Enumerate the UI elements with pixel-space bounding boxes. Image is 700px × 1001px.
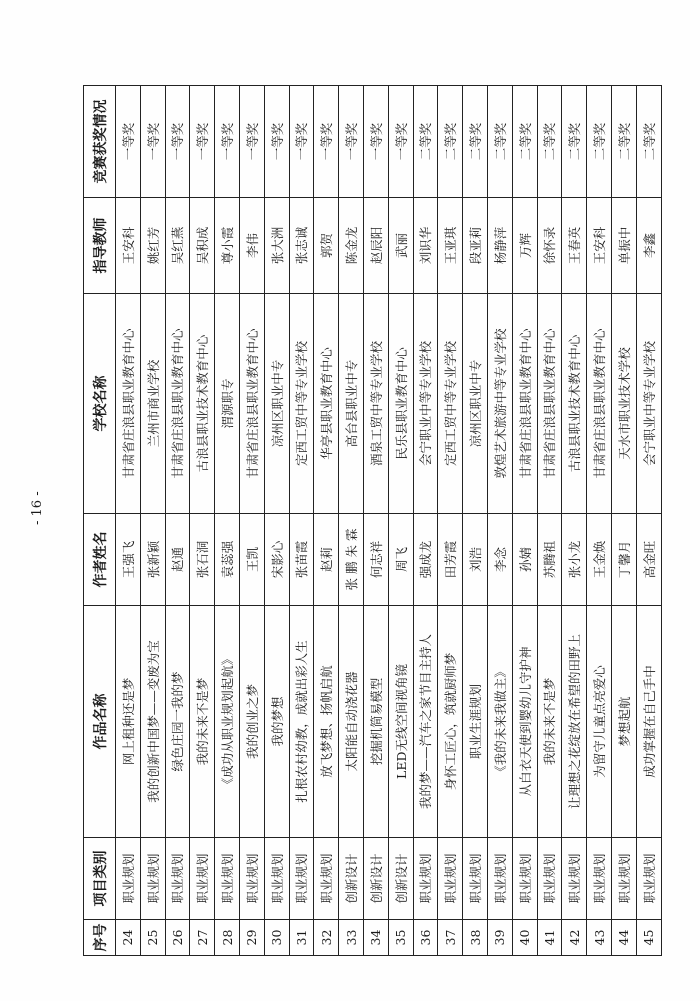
cell-school: 甘肃省庄浪县职业教育中心 xyxy=(512,294,537,514)
cell-category: 职业规划 xyxy=(413,838,438,920)
cell-teacher: 姚红芳 xyxy=(140,198,165,294)
cell-no: 36 xyxy=(413,920,438,956)
cell-author: 袁蕊强 xyxy=(215,514,240,606)
cell-school: 敦煌艺术旅游中等专业学校 xyxy=(487,294,512,514)
cell-award: 一等奖 xyxy=(239,86,264,198)
cell-author: 孙婧 xyxy=(512,514,537,606)
cell-category: 职业规划 xyxy=(215,838,240,920)
cell-no: 41 xyxy=(537,920,562,956)
cell-category: 职业规划 xyxy=(562,838,587,920)
table-row xyxy=(562,86,587,956)
table-row xyxy=(264,86,289,956)
cell-work: 从白衣天使到婴幼儿守护神 xyxy=(512,606,537,838)
cell-work: 身怀工匠心，筑就厨师梦 xyxy=(438,606,463,838)
cell-no: 31 xyxy=(289,920,314,956)
cell-work: 太阳能自动浇花器 xyxy=(339,606,364,838)
cell-teacher: 张志诚 xyxy=(289,198,314,294)
cell-work: LED无线空间视角镜 xyxy=(388,606,413,838)
table-row xyxy=(314,86,339,956)
cell-work: 《我的未来我做主》 xyxy=(487,606,512,838)
cell-teacher: 赵辰阳 xyxy=(363,198,388,294)
table-row xyxy=(587,86,612,956)
cell-school: 定西工贸中等专业学校 xyxy=(438,294,463,514)
cell-award: 二等奖 xyxy=(537,86,562,198)
cell-teacher: 杨静萍 xyxy=(487,198,512,294)
cell-category: 创新设计 xyxy=(363,838,388,920)
cell-school: 天水市职业技术学校 xyxy=(611,294,636,514)
page-number: - 16 - xyxy=(30,491,45,525)
table-row xyxy=(239,86,264,956)
cell-no: 28 xyxy=(215,920,240,956)
cell-teacher: 段亚莉 xyxy=(463,198,488,294)
cell-teacher: 尊小霞 xyxy=(215,198,240,294)
cell-category: 职业规划 xyxy=(512,838,537,920)
table-row xyxy=(363,86,388,956)
cell-category: 职业规划 xyxy=(314,838,339,920)
cell-work: 我的创新中国梦——变废为宝 xyxy=(140,606,165,838)
table-row xyxy=(289,86,314,956)
cell-school: 甘肃省庄浪县职业教育中心 xyxy=(587,294,612,514)
cell-work: 我的梦想 xyxy=(264,606,289,838)
cell-work: 网上租种还是梦 xyxy=(116,606,141,838)
cell-no: 39 xyxy=(487,920,512,956)
cell-no: 29 xyxy=(239,920,264,956)
cell-category: 职业规划 xyxy=(463,838,488,920)
cell-category: 职业规划 xyxy=(116,838,141,920)
cell-author: 刘浩 xyxy=(463,514,488,606)
cell-no: 32 xyxy=(314,920,339,956)
cell-teacher: 王亚琪 xyxy=(438,198,463,294)
table-row xyxy=(116,86,141,956)
cell-no: 38 xyxy=(463,920,488,956)
cell-teacher: 王安科 xyxy=(587,198,612,294)
cell-school: 古浪县职业技术教育中心 xyxy=(190,294,215,514)
cell-award: 一等奖 xyxy=(339,86,364,198)
cell-school: 古浪县职业技术教育中心 xyxy=(562,294,587,514)
cell-award: 一等奖 xyxy=(165,86,190,198)
cell-no: 27 xyxy=(190,920,215,956)
cell-work: 梦想起航 xyxy=(611,606,636,838)
cell-category: 职业规划 xyxy=(487,838,512,920)
cell-author: 宋影心 xyxy=(264,514,289,606)
cell-work: 放飞梦想、扬帆启航 xyxy=(314,606,339,838)
header-teacher: 指导教师 xyxy=(84,198,116,294)
cell-work: 为留守儿童点亮爱心 xyxy=(587,606,612,838)
cell-author: 张小龙 xyxy=(562,514,587,606)
header-award: 竞赛获奖情况 xyxy=(84,86,116,198)
table-row xyxy=(140,86,165,956)
cell-no: 30 xyxy=(264,920,289,956)
cell-award: 一等奖 xyxy=(314,86,339,198)
cell-category: 职业规划 xyxy=(438,838,463,920)
rotated-table-container xyxy=(83,86,661,956)
cell-author: 王金焕 xyxy=(587,514,612,606)
cell-author: 高金旺 xyxy=(636,514,661,606)
cell-school: 酒泉工贸中等专业学校 xyxy=(363,294,388,514)
cell-award: 二等奖 xyxy=(487,86,512,198)
table-row xyxy=(413,86,438,956)
cell-award: 一等奖 xyxy=(116,86,141,198)
cell-award: 一等奖 xyxy=(289,86,314,198)
cell-award: 二等奖 xyxy=(413,86,438,198)
cell-category: 创新设计 xyxy=(339,838,364,920)
cell-school: 民乐县职业教育中心 xyxy=(388,294,413,514)
cell-category: 职业规划 xyxy=(239,838,264,920)
cell-award: 一等奖 xyxy=(140,86,165,198)
cell-school: 甘肃省庄浪县职业教育中心 xyxy=(537,294,562,514)
cell-work: 挖掘机简易模型 xyxy=(363,606,388,838)
cell-school: 会宁职业中等专业学校 xyxy=(636,294,661,514)
table-row xyxy=(463,86,488,956)
cell-no: 25 xyxy=(140,920,165,956)
cell-teacher: 郭贺 xyxy=(314,198,339,294)
cell-award: 二等奖 xyxy=(562,86,587,198)
cell-school: 华亭县职业教育中心 xyxy=(314,294,339,514)
cell-work: 《成功从职业规划起航》 xyxy=(215,606,240,838)
cell-work: 扎根农村幼教，成就出彩人生 xyxy=(289,606,314,838)
table-row xyxy=(636,86,661,956)
cell-author: 张苗霞 xyxy=(289,514,314,606)
cell-school: 甘肃省庄浪县职业教育中心 xyxy=(165,294,190,514)
cell-teacher: 李鑫 xyxy=(636,198,661,294)
cell-award: 一等奖 xyxy=(363,86,388,198)
cell-school: 渭源职专 xyxy=(215,294,240,514)
table-row xyxy=(611,86,636,956)
cell-school: 兰州市商业学校 xyxy=(140,294,165,514)
cell-author: 苏腾祖 xyxy=(537,514,562,606)
cell-teacher: 张大洲 xyxy=(264,198,289,294)
table-row xyxy=(190,86,215,956)
cell-award: 一等奖 xyxy=(388,86,413,198)
table-row xyxy=(438,86,463,956)
cell-work: 我的梦——汽车之家节目主持人 xyxy=(413,606,438,838)
cell-category: 创新设计 xyxy=(388,838,413,920)
cell-category: 职业规划 xyxy=(140,838,165,920)
cell-author: 李念 xyxy=(487,514,512,606)
cell-author: 张石洞 xyxy=(190,514,215,606)
cell-award: 二等奖 xyxy=(636,86,661,198)
cell-category: 职业规划 xyxy=(165,838,190,920)
cell-no: 44 xyxy=(611,920,636,956)
cell-category: 职业规划 xyxy=(611,838,636,920)
table-row xyxy=(487,86,512,956)
cell-no: 34 xyxy=(363,920,388,956)
cell-school: 高台县职业中专 xyxy=(339,294,364,514)
cell-author: 王强飞 xyxy=(116,514,141,606)
cell-no: 24 xyxy=(116,920,141,956)
cell-teacher: 万辉 xyxy=(512,198,537,294)
cell-school: 凉州区职业中专 xyxy=(264,294,289,514)
cell-award: 二等奖 xyxy=(463,86,488,198)
cell-work: 我的创业之梦 xyxy=(239,606,264,838)
cell-author: 赵莉 xyxy=(314,514,339,606)
header-author: 作者姓名 xyxy=(84,514,116,606)
table-row xyxy=(537,86,562,956)
cell-teacher: 王安科 xyxy=(116,198,141,294)
cell-author: 强成龙 xyxy=(413,514,438,606)
cell-award: 一等奖 xyxy=(264,86,289,198)
cell-no: 40 xyxy=(512,920,537,956)
cell-author: 田芳霞 xyxy=(438,514,463,606)
cell-teacher: 单振中 xyxy=(611,198,636,294)
cell-school: 甘肃省庄浪县职业教育中心 xyxy=(116,294,141,514)
cell-teacher: 刘识华 xyxy=(413,198,438,294)
cell-author: 张 鹏 朱 霖 xyxy=(339,514,364,606)
table-row xyxy=(512,86,537,956)
cell-teacher: 吴积成 xyxy=(190,198,215,294)
cell-work: 成功掌握在自己手中 xyxy=(636,606,661,838)
cell-no: 45 xyxy=(636,920,661,956)
cell-no: 33 xyxy=(339,920,364,956)
cell-school: 甘肃省庄浪县职业教育中心 xyxy=(239,294,264,514)
cell-work: 绿色庄园一我的梦 xyxy=(165,606,190,838)
cell-work: 让理想之花绽放在希望的田野上 xyxy=(562,606,587,838)
cell-teacher: 吴红燕 xyxy=(165,198,190,294)
cell-work: 职业生涯规划 xyxy=(463,606,488,838)
cell-category: 职业规划 xyxy=(537,838,562,920)
cell-teacher: 陈金龙 xyxy=(339,198,364,294)
table-row xyxy=(339,86,364,956)
cell-no: 42 xyxy=(562,920,587,956)
cell-award: 二等奖 xyxy=(611,86,636,198)
cell-author: 周飞 xyxy=(388,514,413,606)
cell-author: 赵通 xyxy=(165,514,190,606)
cell-teacher: 武丽 xyxy=(388,198,413,294)
cell-category: 职业规划 xyxy=(289,838,314,920)
table-row xyxy=(388,86,413,956)
header-work: 作品名称 xyxy=(84,606,116,838)
cell-author: 张新颖 xyxy=(140,514,165,606)
cell-author: 王凯 xyxy=(239,514,264,606)
award-table xyxy=(83,85,662,956)
cell-author: 丁馨月 xyxy=(611,514,636,606)
cell-award: 二等奖 xyxy=(438,86,463,198)
cell-school: 定西工贸中等专业学校 xyxy=(289,294,314,514)
cell-no: 26 xyxy=(165,920,190,956)
table-row xyxy=(165,86,190,956)
cell-award: 二等奖 xyxy=(512,86,537,198)
cell-category: 职业规划 xyxy=(190,838,215,920)
cell-no: 37 xyxy=(438,920,463,956)
cell-award: 一等奖 xyxy=(215,86,240,198)
cell-teacher: 徐怀录 xyxy=(537,198,562,294)
cell-school: 凉州区职业中专 xyxy=(463,294,488,514)
cell-school: 会宁职业中等专业学校 xyxy=(413,294,438,514)
table-row xyxy=(215,86,240,956)
header-school: 学校名称 xyxy=(84,294,116,514)
cell-category: 职业规划 xyxy=(264,838,289,920)
cell-award: 二等奖 xyxy=(587,86,612,198)
cell-teacher: 李伟 xyxy=(239,198,264,294)
cell-no: 43 xyxy=(587,920,612,956)
cell-category: 职业规划 xyxy=(587,838,612,920)
cell-category: 职业规划 xyxy=(636,838,661,920)
header-row xyxy=(84,86,116,956)
cell-no: 35 xyxy=(388,920,413,956)
header-category: 项目类别 xyxy=(84,838,116,920)
cell-work: 我的未来不是梦 xyxy=(537,606,562,838)
cell-teacher: 王春英 xyxy=(562,198,587,294)
cell-award: 一等奖 xyxy=(190,86,215,198)
cell-work: 我的未来不是梦 xyxy=(190,606,215,838)
header-no: 序号 xyxy=(84,920,116,956)
cell-author: 何志祥 xyxy=(363,514,388,606)
